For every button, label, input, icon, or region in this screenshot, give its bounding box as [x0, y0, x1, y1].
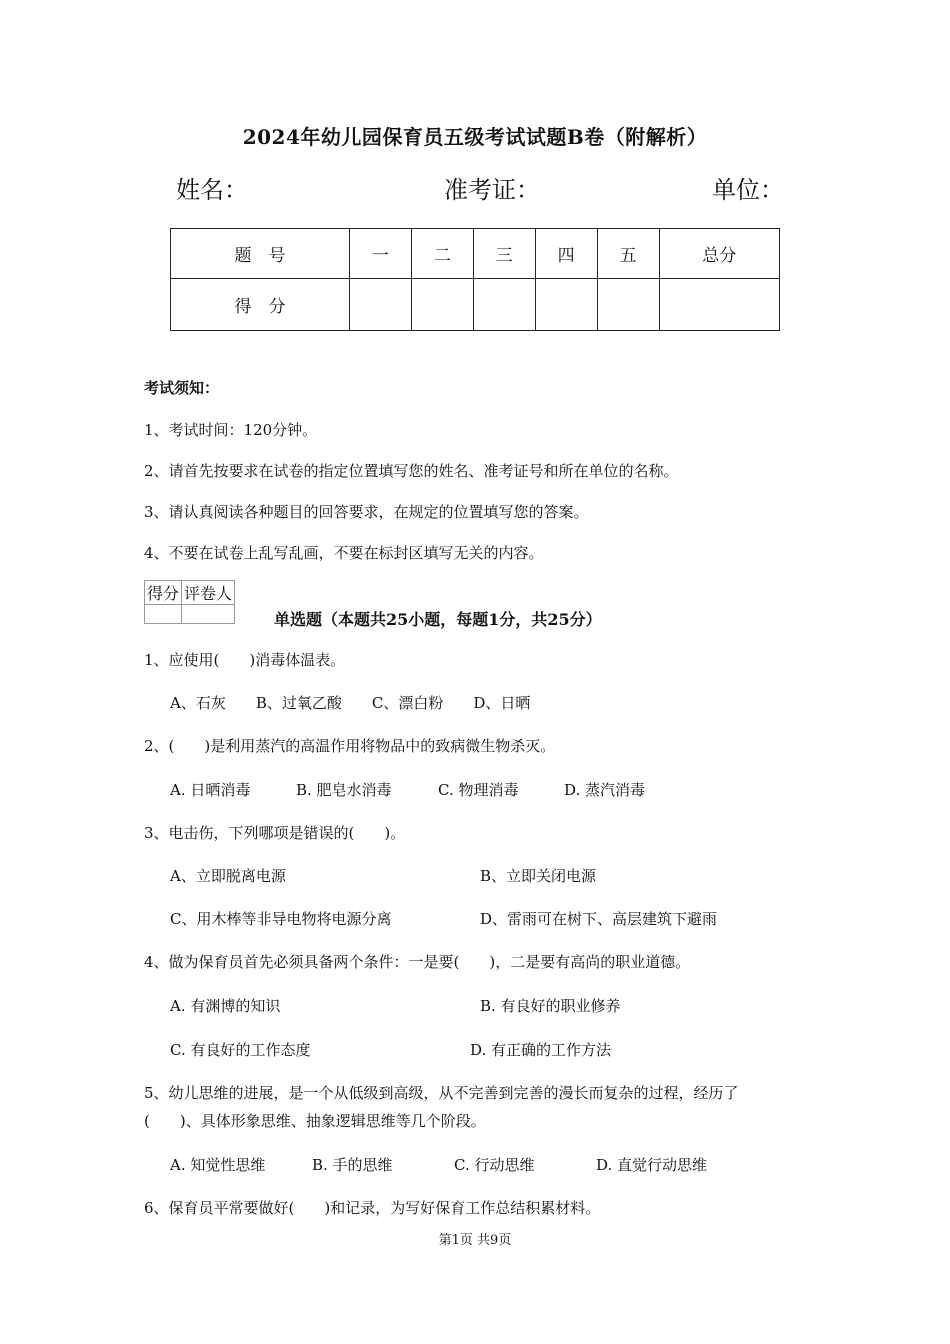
- page-title: 2024年幼儿园保育员五级考试试题B卷（附解析）: [242, 125, 708, 149]
- question-stem: 1、应使用( )消毒体温表。: [144, 651, 346, 669]
- score-header-cell: 二: [411, 229, 473, 279]
- score-cell: [597, 279, 659, 331]
- score-header-cell: 四: [535, 229, 597, 279]
- score-cell: [349, 279, 411, 331]
- question-stem-continued: ( )、具体形象思维、抽象逻辑思维等几个阶段。: [144, 1112, 486, 1130]
- notice-item: 1、考试时间：120分钟。: [144, 421, 318, 439]
- question-stem: 4、做为保育员首先必须具备两个条件：一是要( )，二是要有高尚的职业道德。: [144, 953, 691, 971]
- score-table-score-row: [171, 279, 780, 331]
- page-footer: 第1页 共9页: [438, 1233, 512, 1248]
- option-c: C. 物理消毒: [438, 781, 519, 799]
- option-a: A、立即脱离电源: [170, 867, 286, 885]
- section-title: 单选题（本题共25小题，每题1分，共25分）: [274, 610, 602, 629]
- grader-score-cell: [145, 605, 182, 624]
- exam-id-label: 准考证：: [444, 176, 540, 204]
- score-header-cell: 题 号: [171, 229, 350, 279]
- question-stem: 5、幼儿思维的进展，是一个从低级到高级，从不完善到完善的漫长而复杂的过程，经历了: [144, 1084, 739, 1102]
- score-header-cell: 五: [597, 229, 659, 279]
- score-cell: [659, 279, 779, 331]
- notice-heading: 考试须知：: [144, 379, 220, 397]
- option-c: C、用木棒等非导电物将电源分离: [170, 910, 392, 928]
- option-c: C. 有良好的工作态度: [170, 1041, 311, 1059]
- option-d: D. 蒸汽消毒: [564, 781, 646, 799]
- score-cell: [535, 279, 597, 331]
- option-d: D. 直觉行动思维: [596, 1156, 708, 1174]
- notice-item: 4、不要在试卷上乱写乱画，不要在标封区填写无关的内容。: [144, 544, 544, 562]
- option-a: A. 有渊博的知识: [170, 997, 281, 1015]
- option-c: C. 行动思维: [454, 1156, 535, 1174]
- option-a: A. 知觉性思维: [170, 1156, 266, 1174]
- score-header-cell: 总分: [659, 229, 779, 279]
- question-stem: 3、电击伤，下列哪项是错误的( )。: [144, 824, 406, 842]
- score-row-label: 得 分: [171, 279, 350, 331]
- grader-name-label: 评卷人: [182, 581, 235, 605]
- score-cell: [411, 279, 473, 331]
- unit-label: 单位：: [712, 176, 784, 204]
- grader-name-cell: [182, 605, 235, 624]
- option-b: B. 肥皂水消毒: [296, 781, 392, 799]
- notice-item: 3、请认真阅读各种题目的回答要求，在规定的位置填写您的答案。: [144, 503, 589, 521]
- grader-score-label: 得分: [145, 581, 182, 605]
- name-label: 姓名：: [176, 176, 248, 204]
- option-d: D、雷雨可在树下、高层建筑下避雨: [480, 910, 718, 928]
- question-stem: 2、( )是利用蒸汽的高温作用将物品中的致病微生物杀灭。: [144, 737, 556, 755]
- question-stem: 6、保育员平常要做好( )和记录，为写好保育工作总结积累材料。: [144, 1199, 601, 1217]
- option-b: B. 手的思维: [312, 1156, 393, 1174]
- option-b: B. 有良好的职业修养: [480, 997, 621, 1015]
- option-a: A. 日晒消毒: [170, 781, 251, 799]
- score-table: [170, 228, 780, 331]
- score-table-header-row: [171, 229, 780, 279]
- option-d: D. 有正确的工作方法: [470, 1041, 612, 1059]
- question-options: A、石灰 B、过氧乙酸 C、漂白粉 D、日晒: [170, 694, 531, 712]
- notice-item: 2、请首先按要求在试卷的指定位置填写您的姓名、准考证号和所在单位的名称。: [144, 462, 679, 480]
- score-cell: [473, 279, 535, 331]
- option-b: B、立即关闭电源: [480, 867, 597, 885]
- score-header-cell: 一: [349, 229, 411, 279]
- score-header-cell: 三: [473, 229, 535, 279]
- grader-box: [144, 580, 235, 624]
